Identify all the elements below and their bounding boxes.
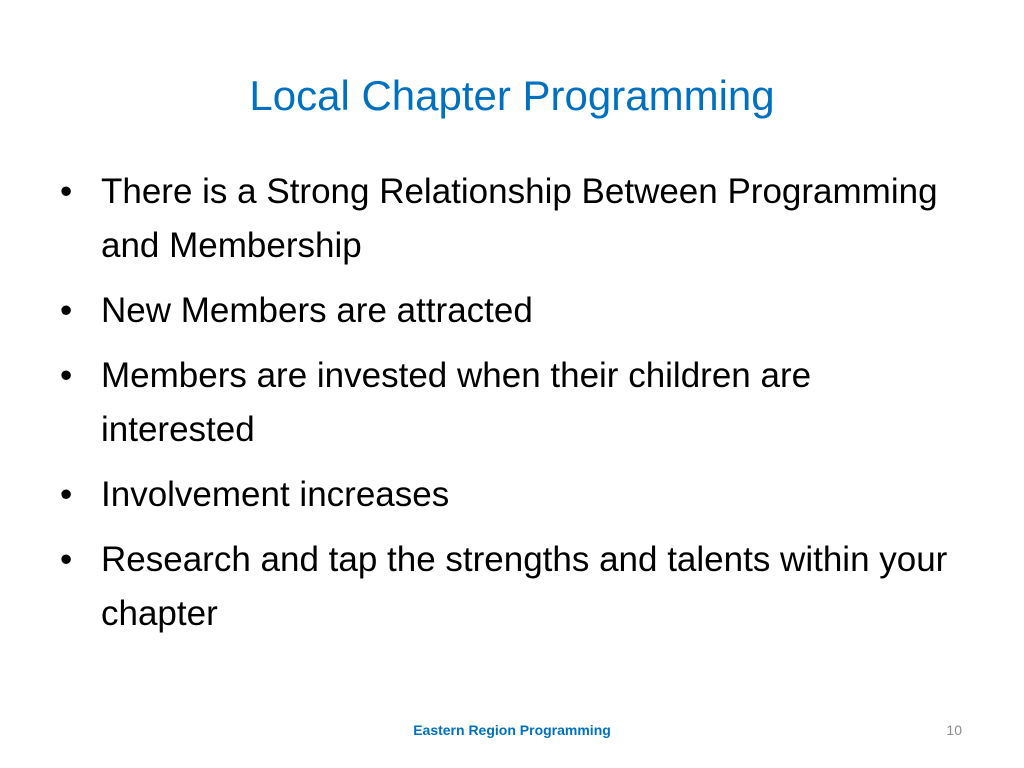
bullet-text: Research and tap the strengths and talents within your chapter [101,540,948,633]
bullet-item [60,284,970,338]
footer-text: Eastern Region Programming [413,722,611,738]
bullet-item [60,165,970,273]
bullet-item [60,468,970,522]
slide-title: Local Chapter Programming [249,72,775,119]
bullet-icon: • [60,356,73,395]
bullet-text: There is a Strong Relationship Between Programming and Membership [101,172,938,265]
bullet-icon: • [60,291,73,330]
bullet-icon: • [60,172,73,211]
bullet-text: New Members are attracted [101,291,533,330]
bullet-item [60,349,970,457]
bullet-item [60,533,970,641]
bullet-text: Members are invested when their children are interested [101,356,812,449]
slide-number: 10 [946,722,962,738]
bullet-icon: • [60,540,73,579]
bullet-icon: • [60,475,73,514]
bullet-text: Involvement increases [101,475,450,514]
bullet-list [60,165,970,652]
